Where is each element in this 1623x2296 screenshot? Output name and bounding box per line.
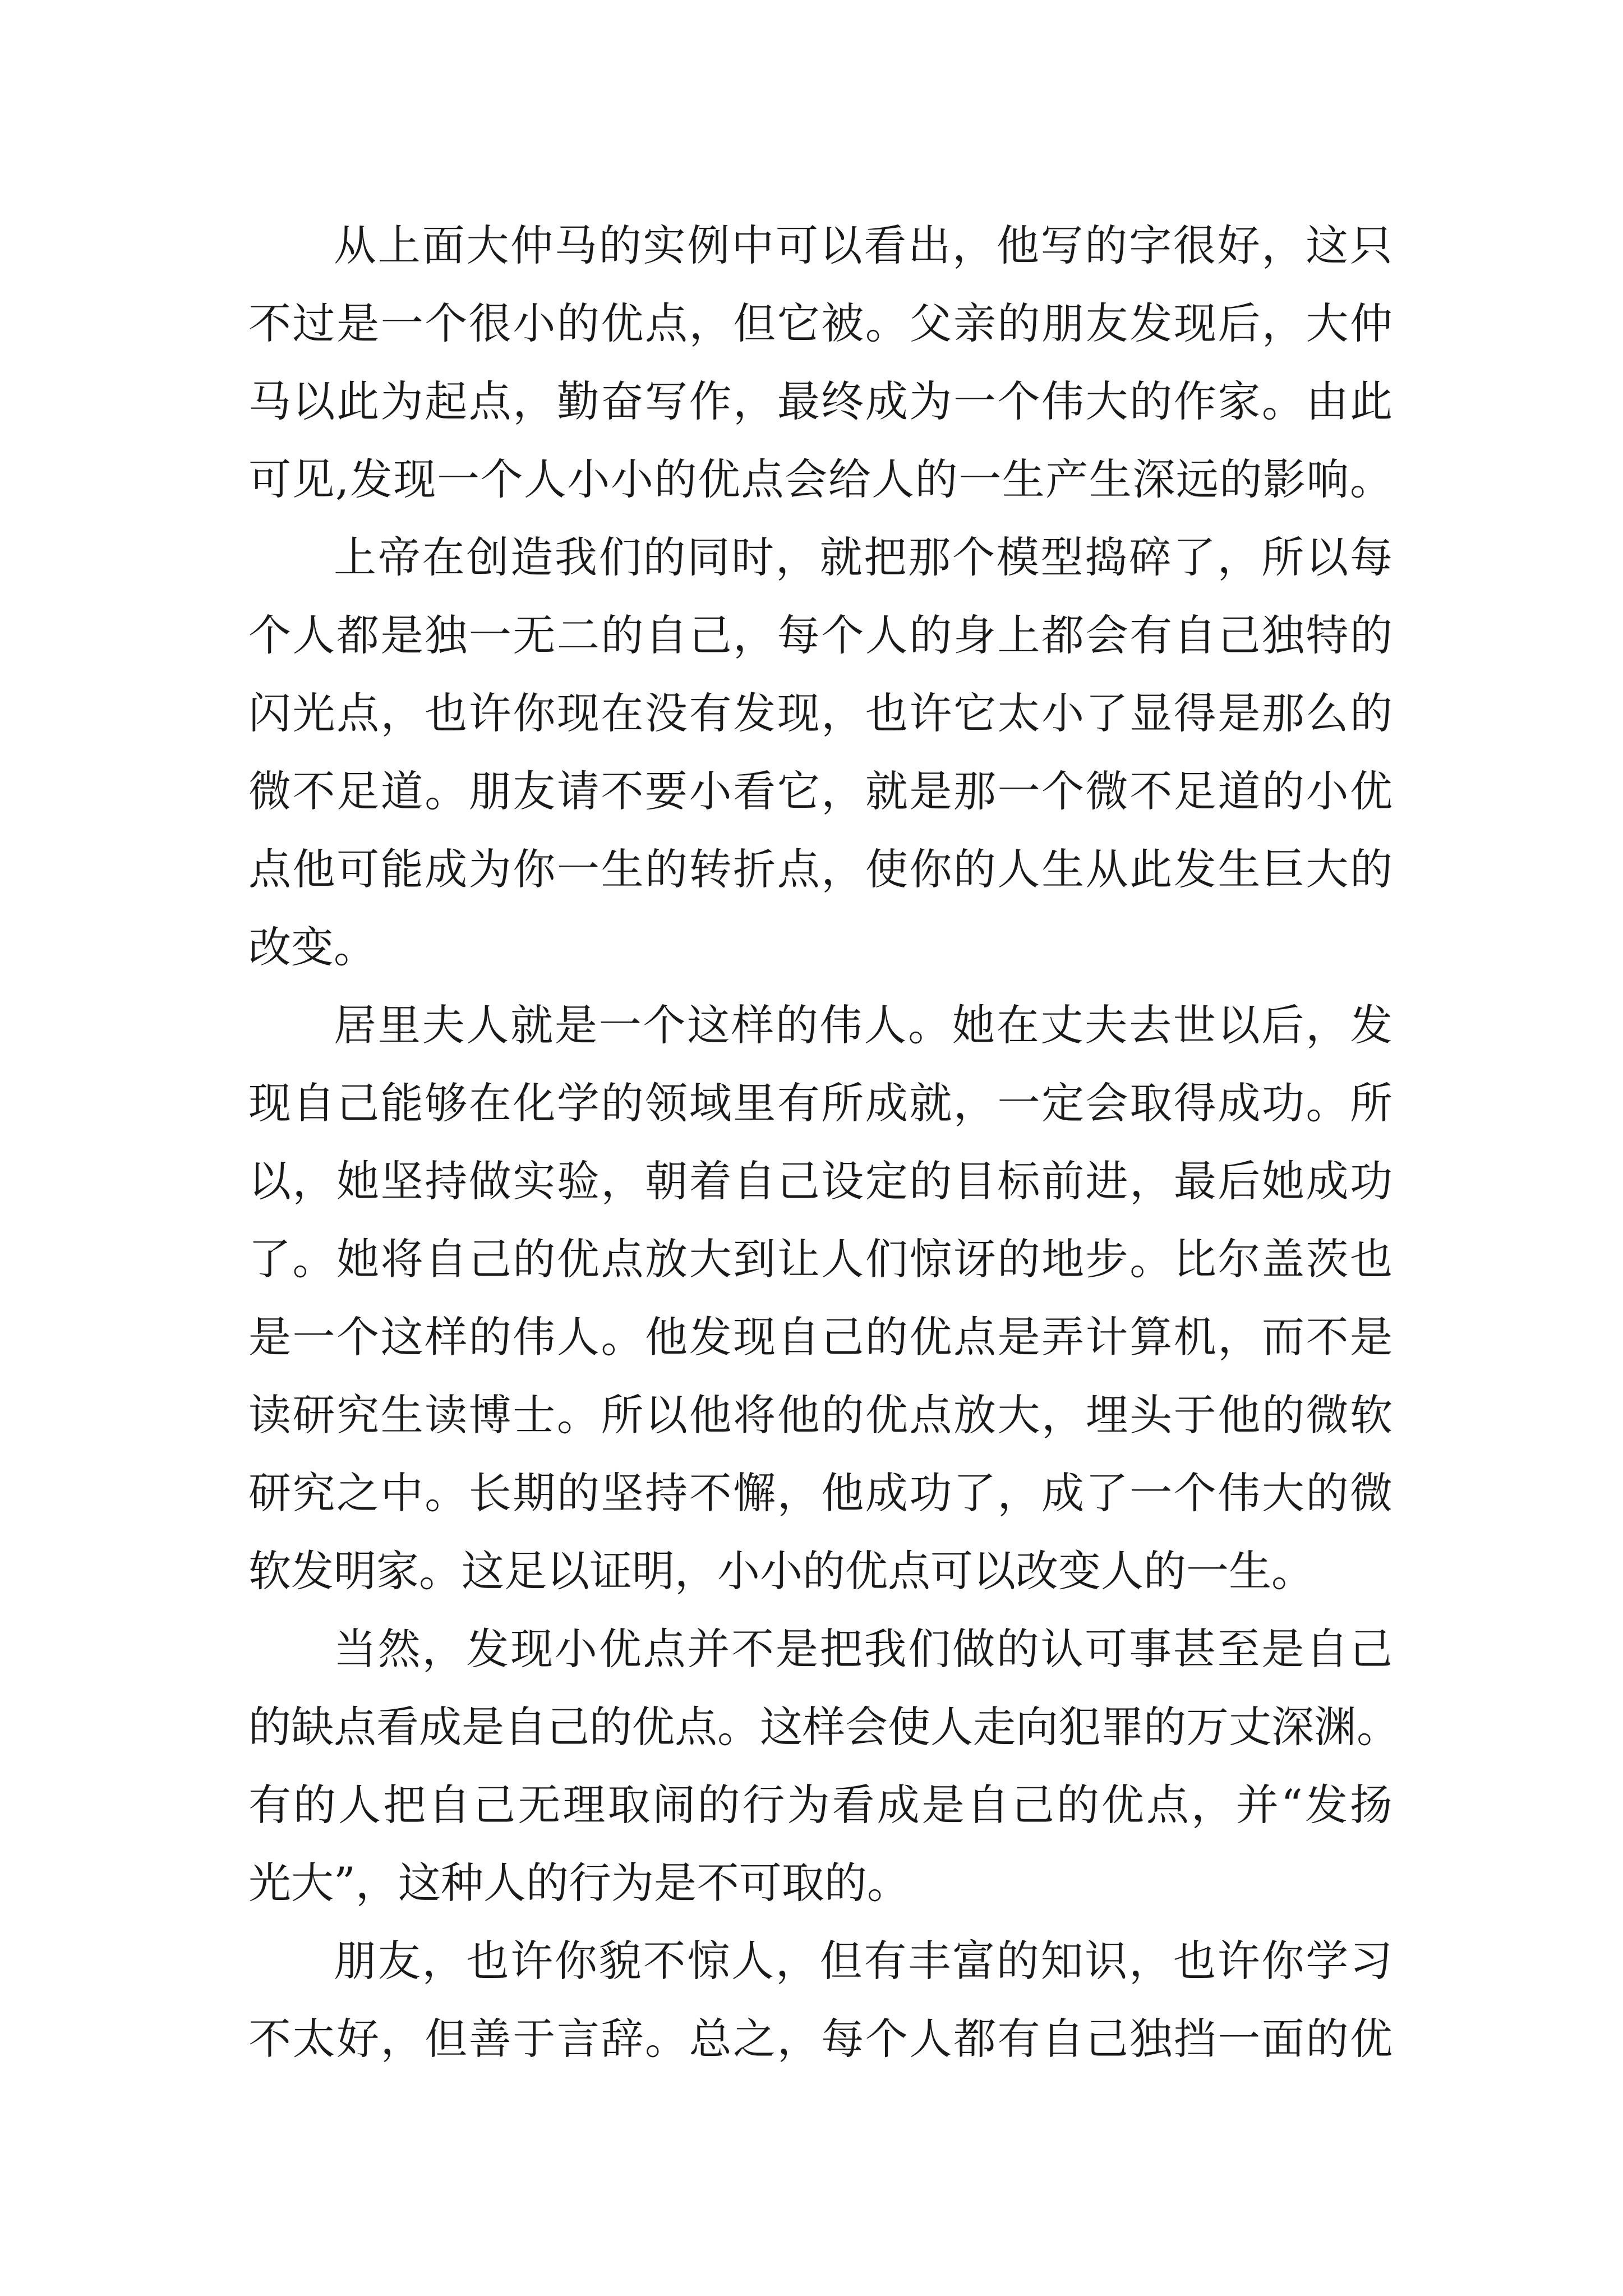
paragraph-2-line-1: 上帝在创造我们的同时，就把那个模型捣碎了，所以每 bbox=[334, 532, 1393, 582]
paragraph-5-line-2: 不太好，但善于言辞。总之，每个人都有自己独挡一面的优 bbox=[248, 2014, 1393, 2064]
paragraph-3-line-2: 现自己能够在化学的领域里有所成就，一定会取得成功。所 bbox=[248, 1078, 1393, 1128]
paragraph-4-line-3: 有的人把自己无理取闹的行为看成是自己的优点，并“发扬 bbox=[248, 1780, 1393, 1830]
paragraph-3-line-4: 了。她将自己的优点放大到让人们惊讶的地步。比尔盖茨也 bbox=[248, 1234, 1393, 1284]
paragraph-3-line-3: 以，她坚持做实验，朝着自己设定的目标前进，最后她成功 bbox=[248, 1156, 1393, 1206]
paragraph-2-line-5: 点他可能成为你一生的转折点，使你的人生从此发生巨大的 bbox=[248, 844, 1393, 894]
paragraph-1-line-1: 从上面大仲马的实例中可以看出，他写的字很好，这只 bbox=[334, 220, 1393, 270]
paragraph-3-line-5: 是一个这样的伟人。他发现自己的优点是弄计算机，而不是 bbox=[248, 1312, 1393, 1362]
paragraph-4-line-2: 的缺点看成是自己的优点。这样会使人走向犯罪的万丈深渊。 bbox=[248, 1702, 1399, 1752]
paragraph-1-line-3: 马以此为起点，勤奋写作，最终成为一个伟大的作家。由此 bbox=[248, 376, 1393, 426]
paragraph-2-line-4: 微不足道。朋友请不要小看它，就是那一个微不足道的小优 bbox=[248, 766, 1393, 816]
paragraph-1-line-2: 不过是一个很小的优点，但它被。父亲的朋友发现后，大仲 bbox=[248, 298, 1393, 348]
article-body bbox=[248, 206, 1399, 2078]
paragraph-2-line-6: 改变。 bbox=[248, 922, 376, 972]
paragraph-3-line-8: 软发明家。这足以证明，小小的优点可以改变人的一生。 bbox=[248, 1546, 1314, 1596]
paragraph-3-line-1: 居里夫人就是一个这样的伟人。她在丈夫去世以后，发 bbox=[334, 1000, 1393, 1050]
paragraph-3-line-7: 研究之中。长期的坚持不懈，他成功了，成了一个伟大的微 bbox=[248, 1468, 1393, 1518]
paragraph-3-line-6: 读研究生读博士。所以他将他的优点放大，埋头于他的微软 bbox=[248, 1390, 1393, 1440]
paragraph-5-line-1: 朋友，也许你貌不惊人，但有丰富的知识，也许你学习 bbox=[334, 1936, 1393, 1986]
paragraph-4-line-4: 光大”，这种人的行为是不可取的。 bbox=[248, 1858, 910, 1908]
paragraph-2-line-2: 个人都是独一无二的自己，每个人的身上都会有自己独特的 bbox=[248, 610, 1393, 660]
paragraph-1-line-4: 可见,发现一个人小小的优点会给人的一生产生深远的影响。 bbox=[248, 454, 1393, 504]
paragraph-4-line-1: 当然，发现小优点并不是把我们做的认可事甚至是自己 bbox=[334, 1624, 1393, 1674]
paragraph-2-line-3: 闪光点，也许你现在没有发现，也许它太小了显得是那么的 bbox=[248, 688, 1393, 738]
